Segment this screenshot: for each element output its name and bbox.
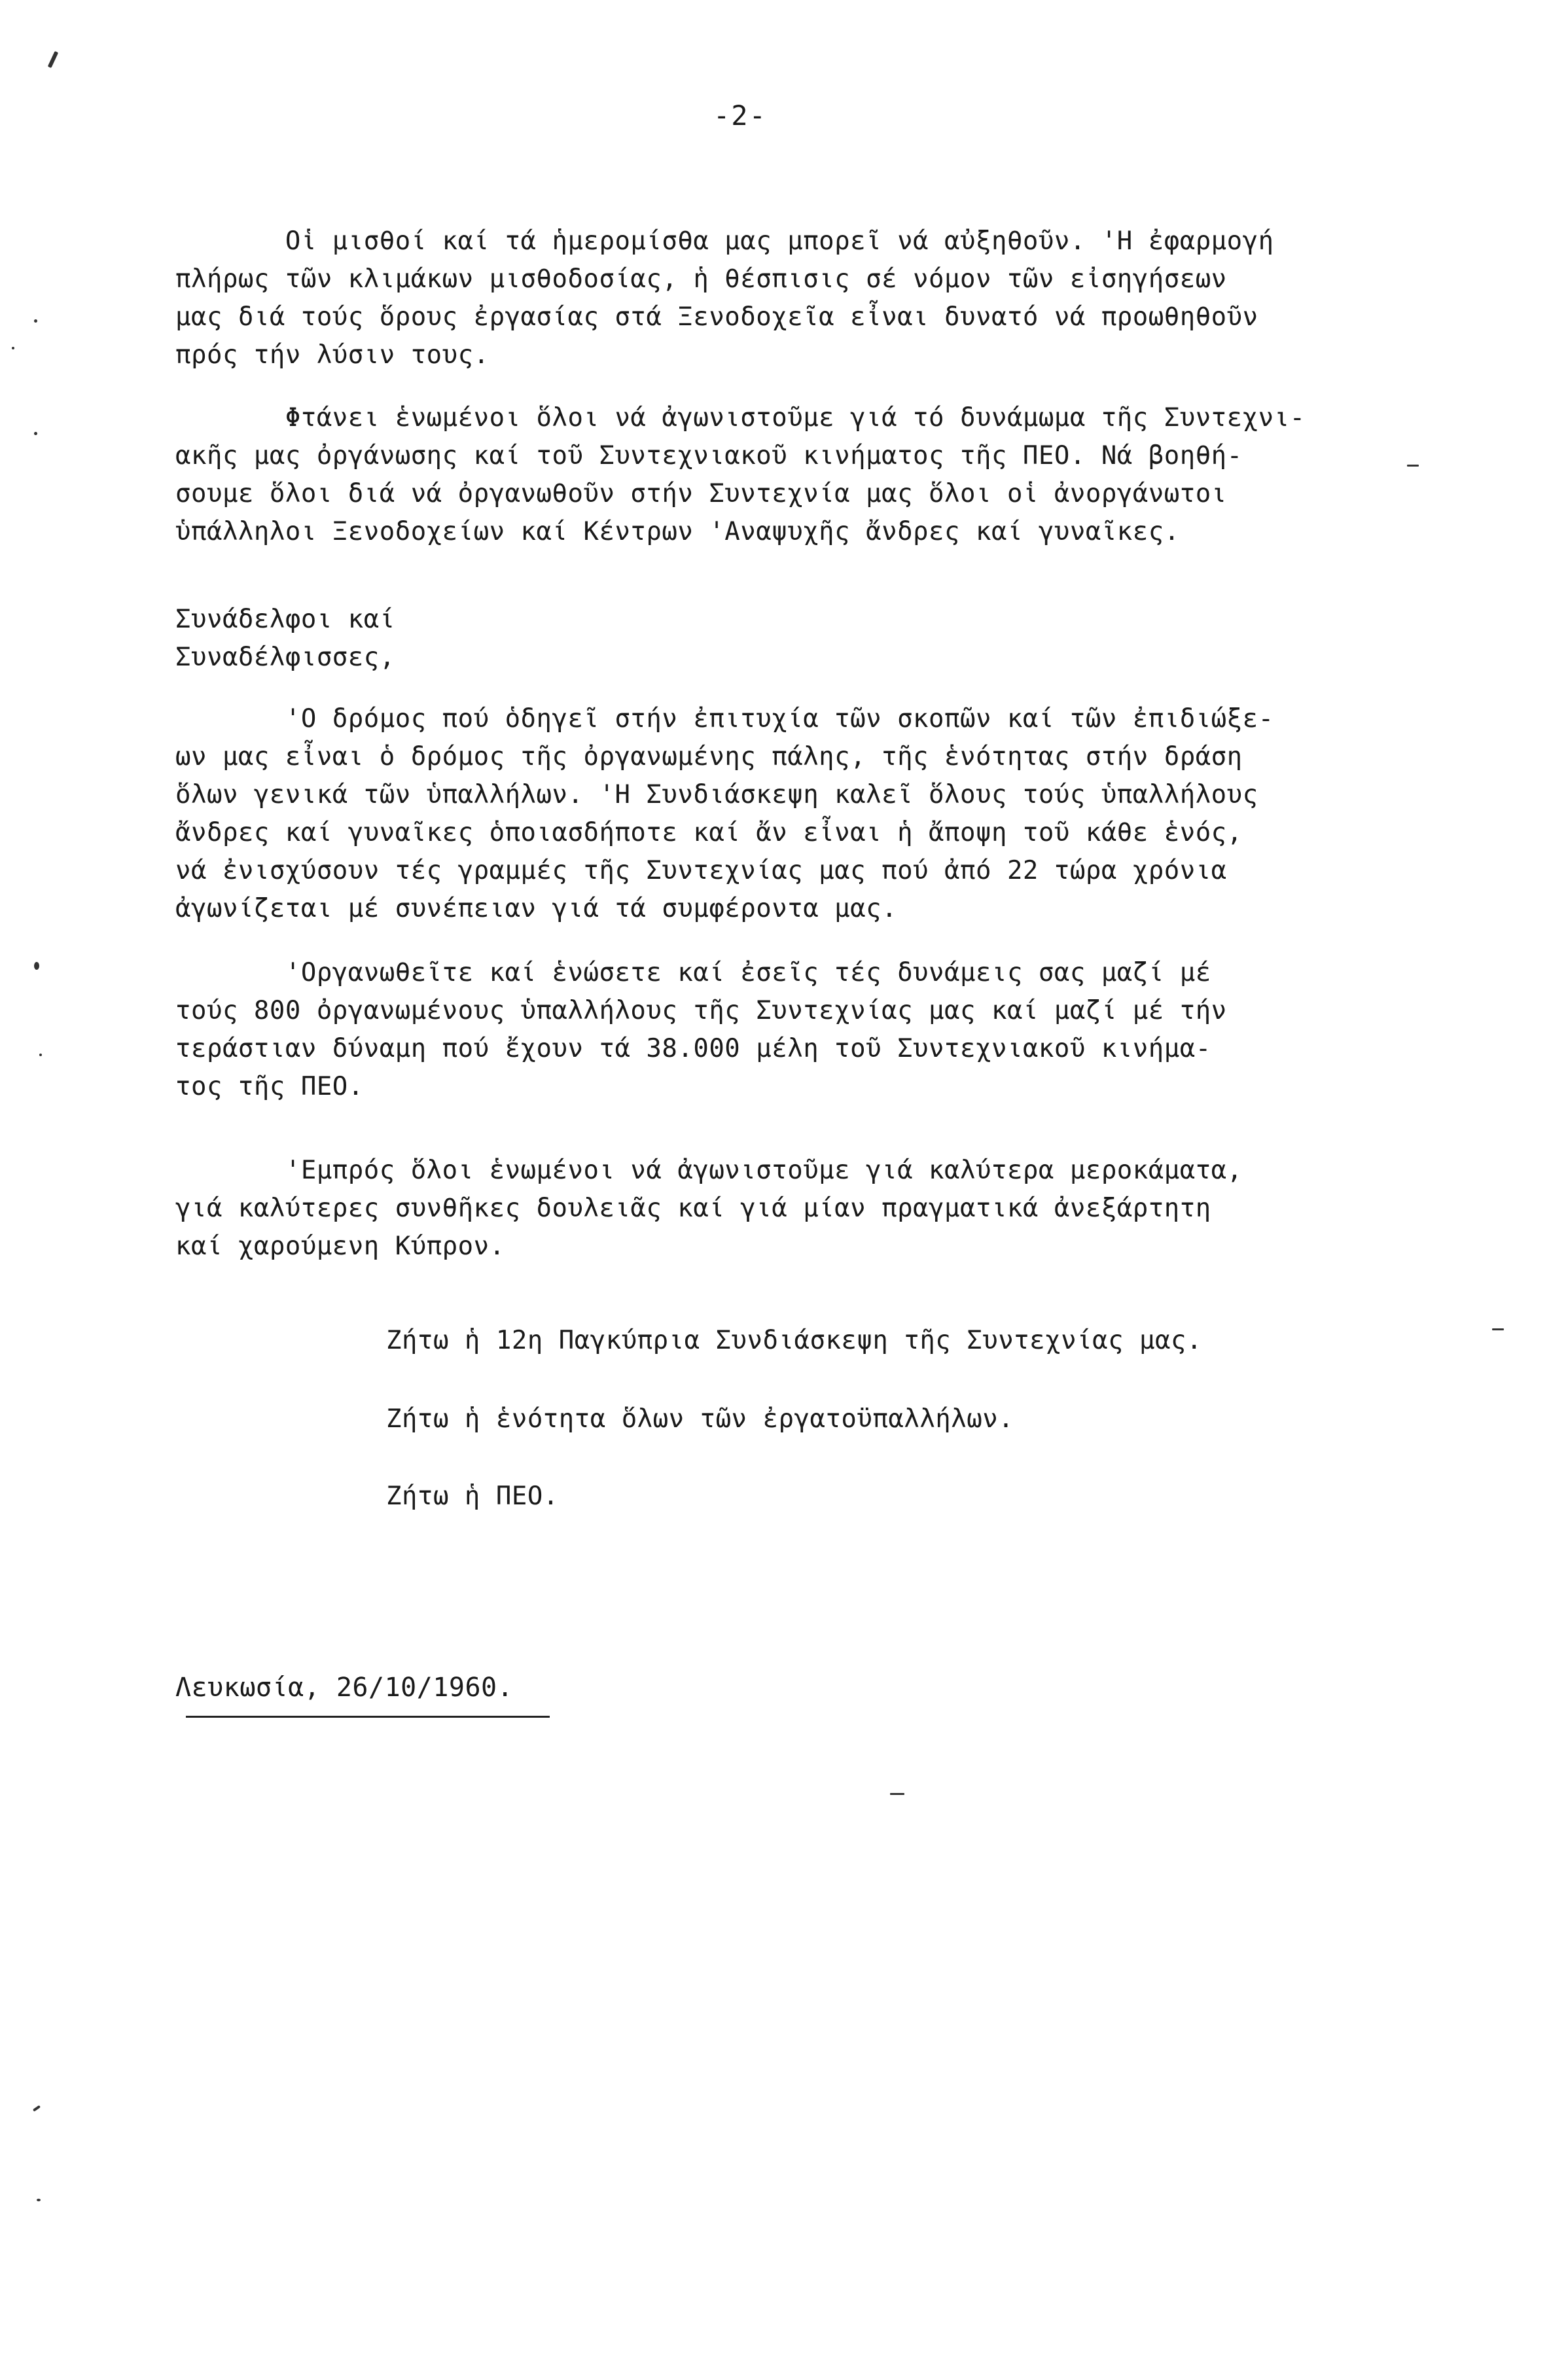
text-line: σουμε ὅλοι διά νά ὀργανωθοῦν στήν Συντεχνία μας ὅλοι οἱ ἀνοργάνωτοι — [175, 479, 1227, 508]
text-line: πλήρως τῶν κλιμάκων μισθοδοσίας, ἡ θέσπισις σέ νόμον τῶν εἰσηγήσεων — [175, 264, 1227, 294]
text-line: 'Οργανωθεῖτε καί ἑνώσετε καί ἐσεῖς τές δυνάμεις σας μαζί μέ — [175, 958, 1211, 987]
scan-speck — [34, 432, 37, 435]
text-line: πρός τήν λύσιν τους. — [175, 340, 490, 370]
scan-speck — [33, 2105, 41, 2112]
text-line: ἀγωνίζεται μέ συνέπειαν γιά τά συμφέροντα μας. — [175, 894, 898, 923]
scan-speck — [34, 319, 37, 323]
scan-speck — [48, 51, 58, 68]
text-line: γιά καλύτερες συνθῆκες δουλειᾶς καί γιά μίαν πραγματικά ἀνεξάρτητη — [175, 1194, 1211, 1223]
scan-speck — [12, 347, 14, 349]
salutation — [175, 601, 1393, 677]
text-line: 'Ο δρόμος πού ὁδηγεῖ στήν ἐπιτυχία τῶν σκοπῶν καί τῶν ἐπιδιώξε- — [175, 704, 1274, 734]
slogan-peo: Ζήτω ἡ ΠΕΟ. — [386, 1482, 559, 1511]
text-line: τούς 800 ὀργανωμένους ὑπαλλήλους τῆς Συντεχνίας μας καί μαζί μέ τήν — [175, 996, 1227, 1025]
text-line: νά ἐνισχύσουν τές γραμμές τῆς Συντεχνίας μας πού ἀπό 22 τώρα χρόνια — [175, 856, 1227, 885]
text-line: Φτάνει ἑνωμένοι ὅλοι νά ἀγωνιστοῦμε γιά τό δυνάμωμα τῆς Συντεχνι- — [175, 403, 1306, 433]
text-line: 'Εμπρός ὅλοι ἑνωμένοι νά ἀγωνιστοῦμε γιά καλύτερα μεροκάματα, — [175, 1156, 1243, 1185]
slogan-unity: Ζήτω ἡ ἑνότητα ὅλων τῶν ἐργατοϋπαλλήλων. — [386, 1404, 1014, 1434]
text-line: καί χαρούμενη Κύπρον. — [175, 1232, 505, 1261]
text-line: Συναδέλφισσες, — [175, 643, 395, 672]
date-underline — [186, 1716, 550, 1718]
text-line: ὑπάλληλοι Ξενοδοχείων καί Κέντρων 'Αναψυχῆς ἄνδρες καί γυναῖκες. — [175, 517, 1180, 546]
scan-speck — [34, 962, 39, 970]
paragraph-forward — [175, 1152, 1393, 1266]
text-line: ἄνδρες καί γυναῖκες ὁποιασδήποτε καί ἄν εἶναι ἡ ἄποψη τοῦ κάθε ἑνός, — [175, 818, 1243, 847]
scan-speck — [39, 1054, 42, 1056]
scan-speck — [1492, 1328, 1504, 1330]
scan-speck — [890, 1793, 904, 1795]
text-line: ων μας εἶναι ὁ δρόμος τῆς ὀργανωμένης πάλης, τῆς ἑνότητας στήν δράση — [175, 742, 1243, 772]
text-line: μας διά τούς ὅρους ἐργασίας στά Ξενοδοχεῖα εἶναι δυνατό νά προωθηθοῦν — [175, 302, 1258, 332]
text-line: Οἱ μισθοί καί τά ἡμερομίσθα μας μπορεῖ νά αὐξηθοῦν. 'Η ἐφαρμογή — [175, 226, 1274, 256]
place-date: Λευκωσία, 26/10/1960. — [175, 1673, 514, 1703]
text-line: τεράστιαν δύναμη πού ἔχουν τά 38.000 μέλη τοῦ Συντεχνιακοῦ κινήμα- — [175, 1034, 1211, 1063]
scan-speck — [37, 2199, 41, 2201]
scan-speck — [1407, 465, 1419, 467]
text-line: ὅλων γενικά τῶν ὑπαλλήλων. 'Η Συνδιάσκεψη καλεῖ ὅλους τούς ὑπαλλήλους — [175, 780, 1258, 809]
text-line: Συνάδελφοι καί — [175, 605, 395, 634]
page-number: -2- — [713, 99, 767, 132]
paragraph-organize — [175, 954, 1393, 1106]
slogan-conference: Ζήτω ἡ 12η Παγκύπρια Συνδιάσκεψη τῆς Συντεχνίας μας. — [386, 1326, 1202, 1355]
text-line: τος τῆς ΠΕΟ. — [175, 1072, 364, 1101]
paragraph-wages — [175, 222, 1393, 374]
paragraph-road-to-success — [175, 700, 1393, 928]
paragraph-union-strengthening — [175, 399, 1393, 551]
text-line: ακῆς μας ὀργάνωσης καί τοῦ Συντεχνιακοῦ κινήματος τῆς ΠΕΟ. Νά βοηθή- — [175, 441, 1243, 470]
